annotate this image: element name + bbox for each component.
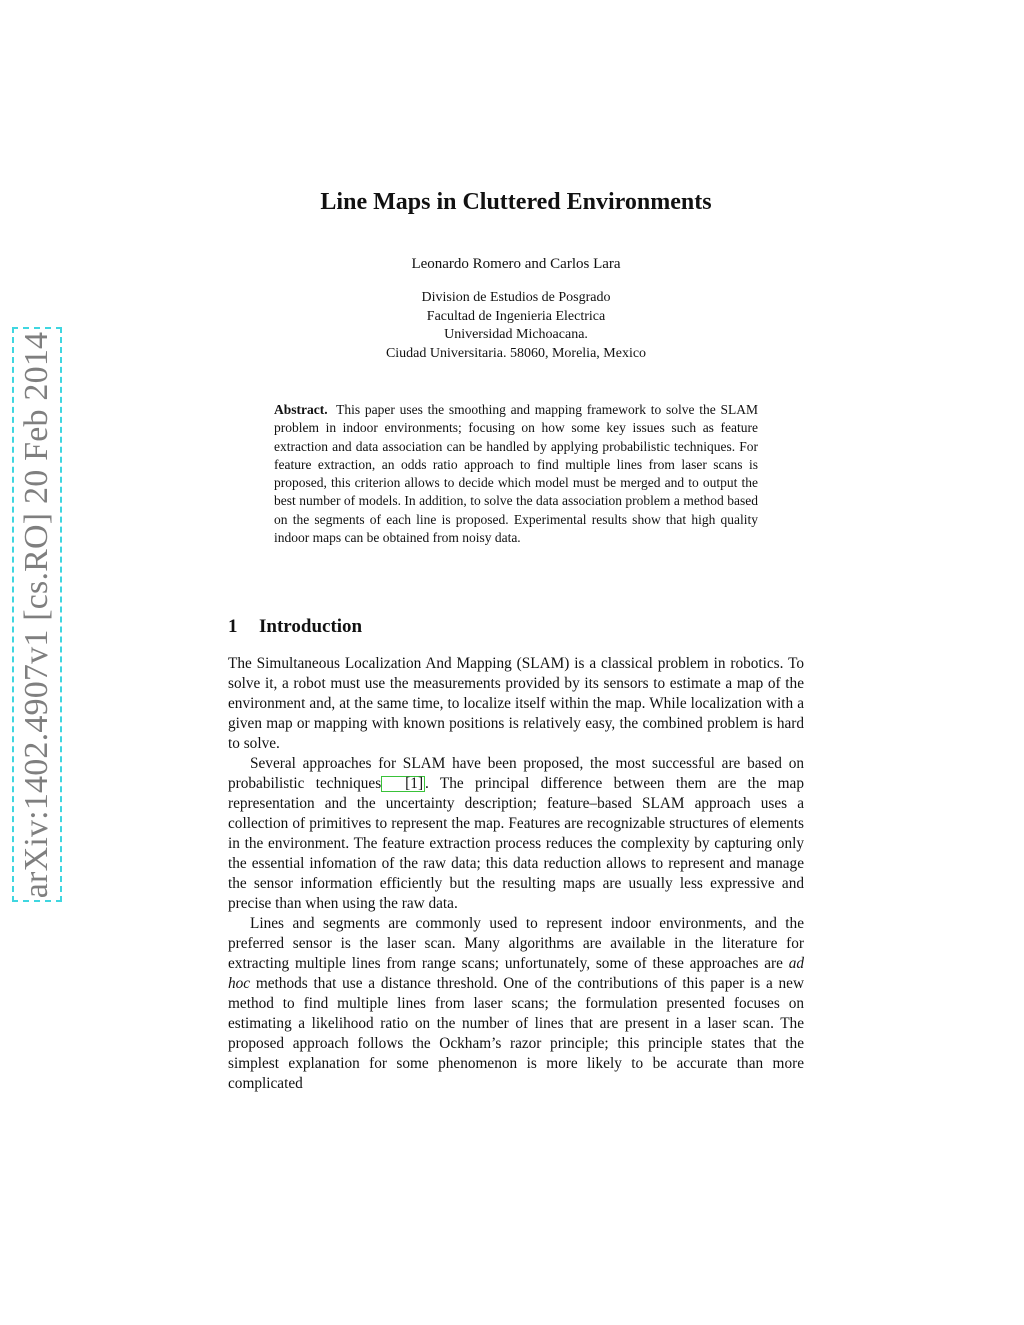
citation-link[interactable]: [1]	[381, 776, 425, 792]
paragraph-2-text-cont: . The principal difference between them are the map representation and the uncertainty description; feature–based SLAM approach uses a collection of primitives to represent the map. Features are recognizable structures of elements in the environment. The feature extraction process reduces the complexity by capturing only the essential infomation of the raw data; this data reduction allows to represent and manage the sensor information efficiently but the resulting maps are usually less expressive and precise than when using the raw data.	[228, 775, 804, 912]
affiliation-line: Ciudad Universitaria. 58060, Morelia, Mexico	[385, 345, 647, 361]
paper-title: Line Maps in Cluttered Environments	[320, 189, 712, 215]
paragraph-3-emphasis: ad hoc	[228, 955, 804, 992]
paragraph-1: The Simultaneous Localization And Mapping (SLAM) is a classical problem in robotics. To solve it, a robot must use the measurements provided by its sensors to estimate a map of the environment and, at the same time, to localize itself within the map. While localization with a given map or mapping with known positions is relatively easy, the combined problem is hard to solve.	[228, 655, 804, 752]
abstract-text: This paper uses the smoothing and mapping framework to solve the SLAM problem in indoor environments; focusing on how some key issues such as feature extraction and data association can be handled by applying probabilistic techniques. For feature extraction, an odds ratio approach to find multiple lines from laser scans is proposed, this criterion allows to decide which model must be merged and to output the best number of models. In addition, to solve the data association problem a method based on the segments of each line is proposed. Experimental results show that high quality indoor maps can be obtained from noisy data.	[274, 402, 758, 546]
paper-authors: Leonardo Romero and Carlos Lara	[411, 256, 621, 272]
abstract-label: Abstract.	[274, 402, 328, 417]
arxiv-identifier-text: arXiv:1402.4907v1 [cs.RO] 20 Feb 2014	[18, 331, 55, 898]
paragraph-3-text-cont: methods that use a distance threshold. One of the contributions of this paper is a new method to find multiple lines from laser scans; the formulation presented focuses on estimating a likelihood ratio on the number of lines that are present in a laser scan. The proposed approach follows the Ockham’s razor principle; this principle states that the simplest explanation for some phenomenon is more likely to be accurate than more complicated	[228, 975, 804, 1092]
affiliation-line: Universidad Michoacana.	[444, 327, 588, 342]
paragraph-3-text: Lines and segments are commonly used to represent indoor environments, and the preferred sensor is the laser scan. Many algorithms are available in the literature for extracting multiple lines from range scans; unfortunately, some of these approaches are	[228, 915, 804, 972]
section-number: 1	[228, 616, 238, 637]
affiliation-line: Facultad de Ingenieria Electrica	[426, 308, 606, 324]
abstract	[274, 401, 758, 547]
citation-number[interactable]: 1	[410, 775, 418, 792]
paragraph-2-text: Several approaches for SLAM have been proposed, the most successful are based on probabilistic techniques	[228, 755, 804, 792]
introduction-body	[228, 654, 804, 1094]
affiliation-line: Division de Estudios de Posgrado	[421, 290, 611, 305]
section-title: Introduction	[259, 616, 363, 637]
section-heading-introduction	[228, 614, 804, 640]
paragraph-2	[228, 754, 804, 914]
arxiv-identifier-stamp	[12, 327, 62, 902]
author-affiliation	[228, 289, 804, 363]
paragraph-3	[228, 914, 804, 1094]
